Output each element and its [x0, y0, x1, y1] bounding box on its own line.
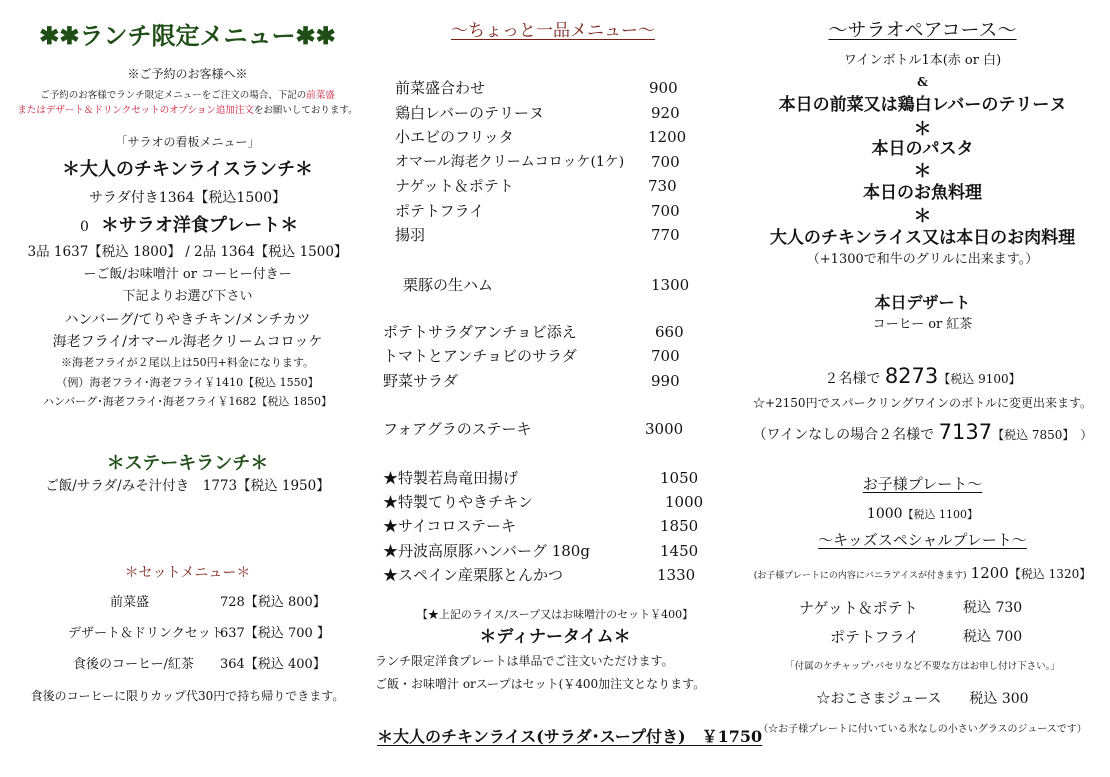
menu-item-name: 前菜盛合わせ — [395, 79, 486, 97]
course-dessert: 本日デザート — [874, 293, 971, 312]
western-plate-options-1: ハンバーグ/てりやきチキン/メンチカツ — [64, 312, 311, 328]
menu-item-price: 1200 — [648, 128, 687, 146]
wine-bottle: ワインボトル1本(赤 or 白) — [843, 53, 1002, 68]
chicken-rice-lunch-title: ＊大人のチキンライスランチ＊ — [61, 159, 314, 180]
set-item-name: デザート＆ドリンクセット — [68, 626, 224, 641]
wagyu-note: （+1300で和牛のグリルに出来ます。） — [806, 252, 1039, 267]
shrimp-example-2: ハンバーグ･海老フライ･海老フライ￥1682【税込 1850】 — [42, 395, 333, 408]
reservation-notice-heading: ※ご予約のお客様へ※ — [127, 67, 248, 81]
menu-item-price: 1300 — [651, 276, 690, 294]
set-item-price: 728【税込 800】 — [220, 595, 326, 610]
kids-special-price: (お子様プレートにの内容にバニラアイスが付きます) 1200【税込 1320】 — [753, 564, 1092, 582]
western-plate-choose: 下記よりお選び下さい — [122, 289, 253, 304]
set-item-name: 前菜盛 — [110, 595, 150, 610]
a-la-carte-title: ～ちょっと一品メニュー～ — [451, 21, 655, 41]
menu-item-name: フォアグラのステーキ — [383, 420, 532, 438]
course-meat: 大人のチキンライス又は本日のお肉料理 — [769, 228, 1076, 248]
kids-nugget-price: 税込 730 — [963, 600, 1023, 616]
western-plate-options-2: 海老フライ/オマール海老クリームコロッケ — [52, 334, 323, 350]
menu-item-price: 1850 — [660, 517, 699, 535]
set-item-name: 食後のコーヒー/紅茶 — [73, 657, 194, 672]
set-item-price: 364【税込 400】 — [220, 657, 326, 672]
steak-lunch-title: ＊ステーキランチ＊ — [106, 453, 269, 474]
menu-item-name: 揚羽 — [395, 226, 426, 244]
menu-item-price: 660 — [655, 323, 684, 341]
western-plate-includes: ーご飯/お味噌汁 or コーヒー付きー — [83, 267, 292, 282]
menu-item-price: 900 — [649, 79, 678, 97]
dinner-time-title: ＊ディナータイム＊ — [479, 627, 631, 647]
western-plate-title: 0 ＊サラオ洋食プレート＊ — [80, 215, 299, 236]
set-menu-title: ＊セットメニュー＊ — [124, 565, 251, 581]
reservation-notice-line1: ご予約のお客様でランチ限定メニューをご注文の場合、下記の前菜盛 — [40, 90, 335, 101]
menu-item-price: 1330 — [657, 566, 696, 584]
menu-item-name: ★丹波高原豚ハンバーグ 180g — [383, 542, 590, 560]
kids-fries-name: ポテトフライ — [830, 628, 920, 646]
lunch-menu-title: ✱✱ランチ限定メニュー✱✱ — [39, 21, 336, 50]
menu-item-price: 700 — [651, 202, 680, 220]
kids-plate-title: お子様プレート～ — [862, 475, 983, 493]
menu-item-name: ポテトフライ — [395, 202, 485, 220]
menu-item-name: ★サイコロステーキ — [383, 517, 517, 535]
kids-special-title: ～キッズスペシャルプレート～ — [818, 531, 1027, 549]
kids-juice: ☆おこさまジュース 税込 300 — [816, 691, 1029, 707]
menu-item-name: 栗豚の生ハム — [403, 276, 494, 294]
course-separator: ＊ — [913, 206, 932, 227]
rice-soup-set-note: 【★上記のライス/スープ又はお味噌汁のセット￥400】 — [416, 608, 694, 621]
sparkling-note: ☆+2150円でスパークリングワインのボトルに変更出来ます。 — [752, 396, 1093, 410]
menu-item-price: 700 — [651, 153, 680, 171]
menu-item-name: ポテトサラダアンチョビ添え — [383, 323, 577, 341]
signature-menu-label: 「サラオの看板メニュー」 — [115, 135, 260, 149]
menu-item-price: 990 — [651, 372, 680, 390]
menu-item-name: ナゲット＆ポテト — [395, 177, 514, 195]
menu-item-name: ★特製若鳥竜田揚げ — [383, 469, 519, 487]
course-drink: コーヒー or 紅茶 — [872, 317, 973, 332]
menu-item-price: 1000 — [665, 493, 704, 511]
course-appetizer: 本日の前菜又は鶏白レバーのテリーヌ — [778, 95, 1067, 115]
reservation-notice-line2: またはデザート＆ドリンクセットのオプション追加注文をお願いしております。 — [17, 105, 358, 116]
menu-item-price: 770 — [651, 226, 680, 244]
kids-fries-price: 税込 700 — [963, 629, 1023, 645]
menu-item-price: 730 — [648, 177, 677, 195]
shrimp-example-1: （例）海老フライ･海老フライ￥1410【税込 1550】 — [56, 376, 319, 389]
dinner-note-2: ご飯・お味噌汁 orスープはセット(￥400加注文となります。 — [375, 677, 706, 691]
steak-lunch-desc: ご飯/サラダ/みそ汁付き 1773【税込 1950】 — [45, 478, 330, 494]
course-separator: ＊ — [913, 119, 932, 140]
takeout-note: 食後のコーヒーに限りカップ代30円で持ち帰りできます。 — [30, 689, 345, 703]
pair-course-column — [735, 0, 1110, 777]
menu-item-name: トマトとアンチョビのサラダ — [383, 347, 577, 365]
kids-plate-price: 1000【税込 1100】 — [866, 506, 979, 522]
menu-item-price: 1450 — [660, 542, 699, 560]
lunch-menu-column — [0, 0, 375, 777]
western-plate-prices: 3品 1637【税込 1800】 / 2品 1364【税込 1500】 — [27, 244, 348, 260]
pair-course-title: ～サラオペアコース～ — [828, 19, 1017, 41]
menu-item-name: ★特製てりやきチキン — [383, 493, 533, 511]
menu-item-price: 700 — [651, 347, 680, 365]
ampersand: & — [917, 75, 928, 89]
dinner-note-1: ランチ限定洋食プレートは単品でご注文いただけます。 — [375, 654, 674, 668]
course-pasta: 本日のパスタ — [871, 139, 974, 159]
course-separator: ＊ — [913, 161, 932, 182]
chicken-rice-lunch-price: サラダ付き1364【税込1500】 — [88, 190, 287, 206]
course-fish: 本日のお魚料理 — [863, 183, 982, 203]
no-wine-price: （ワインなしの場合２名様で 7137【税込 7850】 ） — [752, 420, 1093, 444]
kids-juice-note: （☆お子様プレートに付いている氷なしの小さいグラスのジュースです） — [758, 724, 1087, 735]
menu-item-name: オマール海老クリームコロッケ(1ケ) — [395, 154, 625, 170]
chicken-rice-dinner-item: ＊大人のチキンライス(サラダ･スープ付き) ￥1750 — [377, 727, 763, 746]
menu-item-price: 3000 — [645, 420, 684, 438]
shrimp-note: ※海老フライが２尾以上は50円+料金になります。 — [60, 356, 314, 369]
condiment-note: 「付属のケチャップ･パセリなど不要な方はお申し付け下さい。」 — [785, 661, 1060, 672]
menu-item-name: ★スペイン産栗豚とんかつ — [383, 566, 564, 584]
menu-item-price: 1050 — [660, 469, 699, 487]
kids-nugget-name: ナゲット＆ポテト — [799, 599, 918, 617]
set-item-price: 637【税込 700 】 — [220, 626, 330, 641]
menu-item-name: 小エビのフリッタ — [395, 128, 514, 146]
pair-price: ２名様で 8273【税込 9100】 — [824, 364, 1021, 388]
menu-item-name: 野菜サラダ — [383, 372, 458, 390]
a-la-carte-column — [375, 0, 763, 777]
menu-item-name: 鶏白レバーのテリーヌ — [395, 104, 544, 122]
menu-item-price: 920 — [651, 104, 680, 122]
